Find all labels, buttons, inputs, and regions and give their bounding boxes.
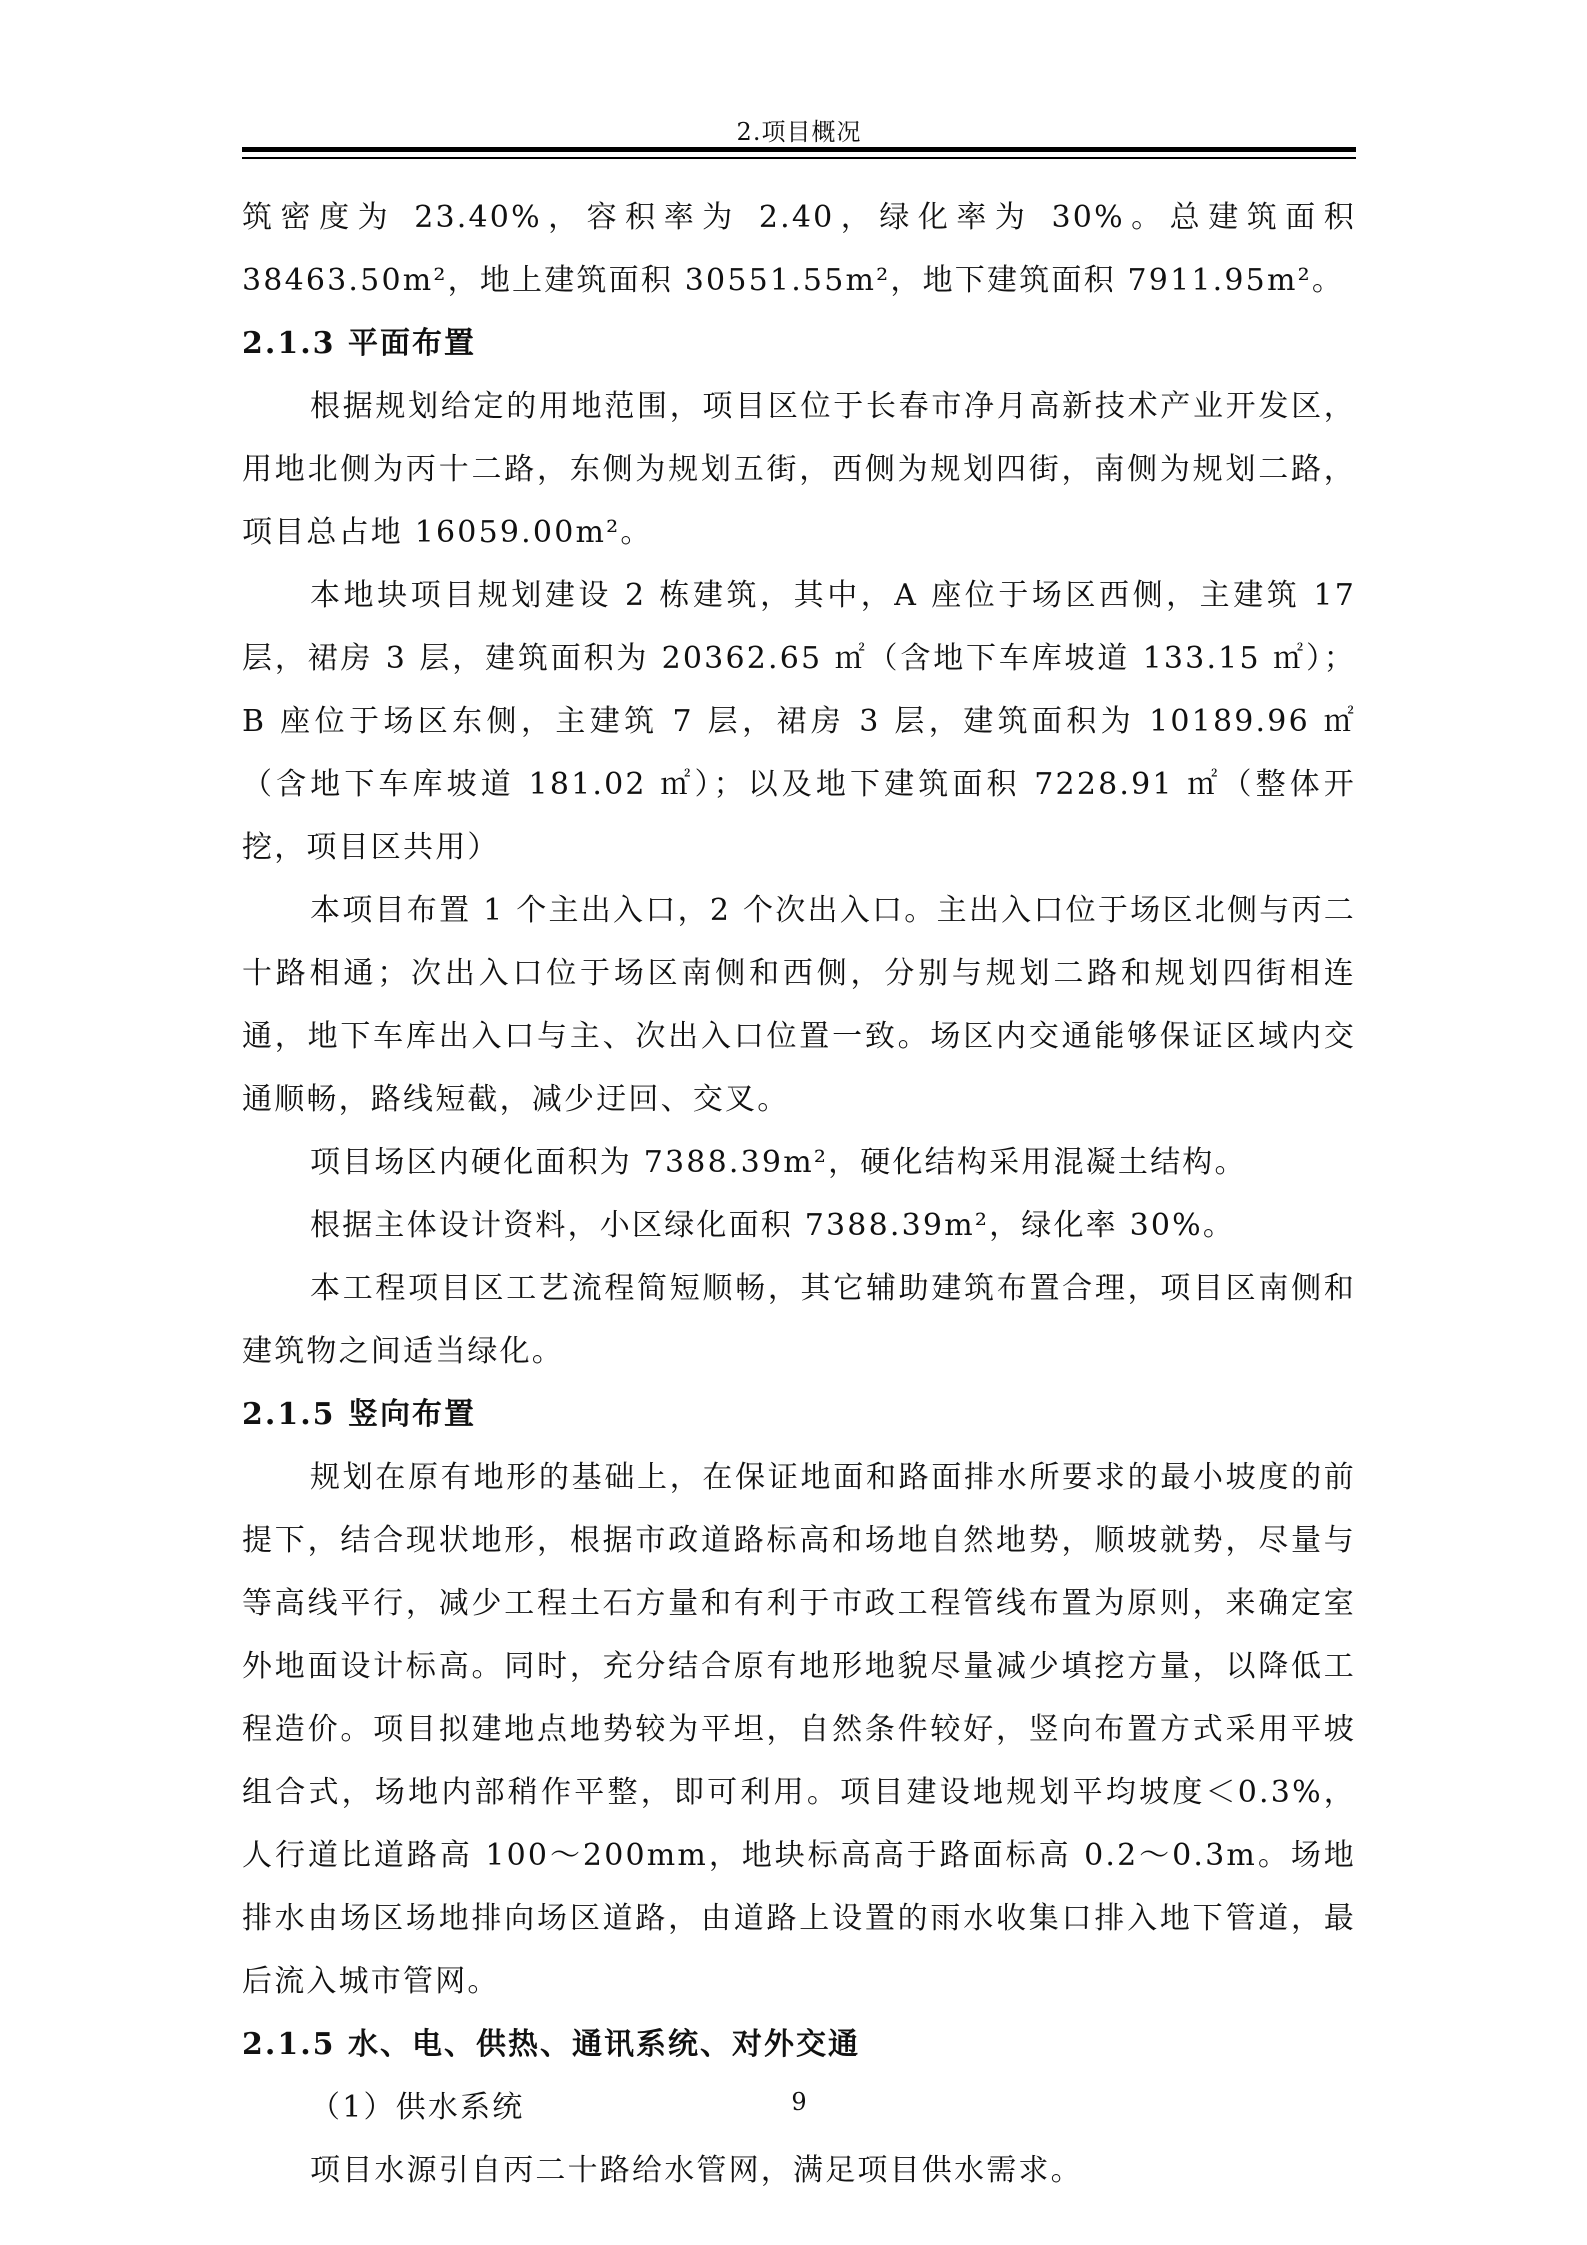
subheading-water-supply: （1）供水系统	[310, 2090, 525, 2125]
paragraph-site-range: 根据规划给定的用地范围，项目区位于长春市净月高新技术产业开发区，用地北侧为丙十二路，东侧为规划五街，西侧为规划四街，南侧为规划二路，项目总占地 16059.00m²。	[242, 389, 1356, 550]
paragraph-water-source: 项目水源引自丙二十路给水管网，满足项目供水需求。	[310, 2153, 1083, 2188]
paragraph-buildings: 本地块项目规划建设 2 栋建筑，其中，A 座位于场区西侧，主建筑 17 层，裙房 3 层，建筑面积为 20362.65 ㎡（含地下车库坡道 133.15 ㎡）；B 座位于场区东侧，主建筑 7 层，裙房 3 层，建筑面积为 10189.96 ㎡（含地下车库坡道 181.02 ㎡）；以及地下建筑面积 7228.91 ㎡（整体开挖，项目区共用）	[242, 578, 1356, 865]
section-heading-layout: 2.1.3 平面布置	[242, 326, 476, 361]
section-heading-vertical-layout: 2.1.5 竖向布置	[242, 1397, 476, 1432]
running-header: 2.项目概况	[736, 118, 862, 146]
paragraph-continued: 筑密度为 23.40%，容积率为 2.40，绿化率为 30%。总建筑面积 38463.50m²，地上建筑面积 30551.55m²，地下建筑面积 7911.95m²。	[242, 200, 1356, 298]
page-number: 9	[791, 2088, 807, 2116]
paragraph-entrances: 本项目布置 1 个主出入口，2 个次出入口。主出入口位于场区北侧与丙二十路相通；次出入口位于场区南侧和西侧，分别与规划二路和规划四街相连通，地下车库出入口与主、次出入口位置一致。场区内交通能够保证区域内交通顺畅，路线短截，减少迂回、交叉。	[242, 893, 1356, 1117]
paragraph-process-flow: 本工程项目区工艺流程简短顺畅，其它辅助建筑布置合理，项目区南侧和建筑物之间适当绿化。	[242, 1271, 1356, 1369]
paragraph-green-area: 根据主体设计资料，小区绿化面积 7388.39m²，绿化率 30%。	[310, 1208, 1236, 1243]
paragraph-hardened-area: 项目场区内硬化面积为 7388.39m²，硬化结构采用混凝土结构。	[310, 1145, 1247, 1180]
header-rule-thick	[242, 147, 1356, 152]
header-rule-thin	[242, 157, 1356, 159]
paragraph-vertical-layout: 规划在原有地形的基础上，在保证地面和路面排水所要求的最小坡度的前提下，结合现状地形，根据市政道路标高和场地自然地势，顺坡就势，尽量与等高线平行，减少工程土石方量和有利于市政工程管线布置为原则，来确定室外地面设计标高。同时，充分结合原有地形地貌尽量减少填挖方量，以降低工程造价。项目拟建地点地势较为平坦，自然条件较好，竖向布置方式采用平坡组合式，场地内部稍作平整，即可利用。项目建设地规划平均坡度＜0.3%，人行道比道路高 100～200mm，地块标高高于路面标高 0.2～0.3m。场地排水由场区场地排向场区道路，由道路上设置的雨水收集口排入地下管道，最后流入城市管网。	[242, 1460, 1356, 1999]
section-heading-utilities: 2.1.5 水、电、供热、通讯系统、对外交通	[242, 2027, 860, 2062]
body-text	[242, 186, 1356, 2202]
